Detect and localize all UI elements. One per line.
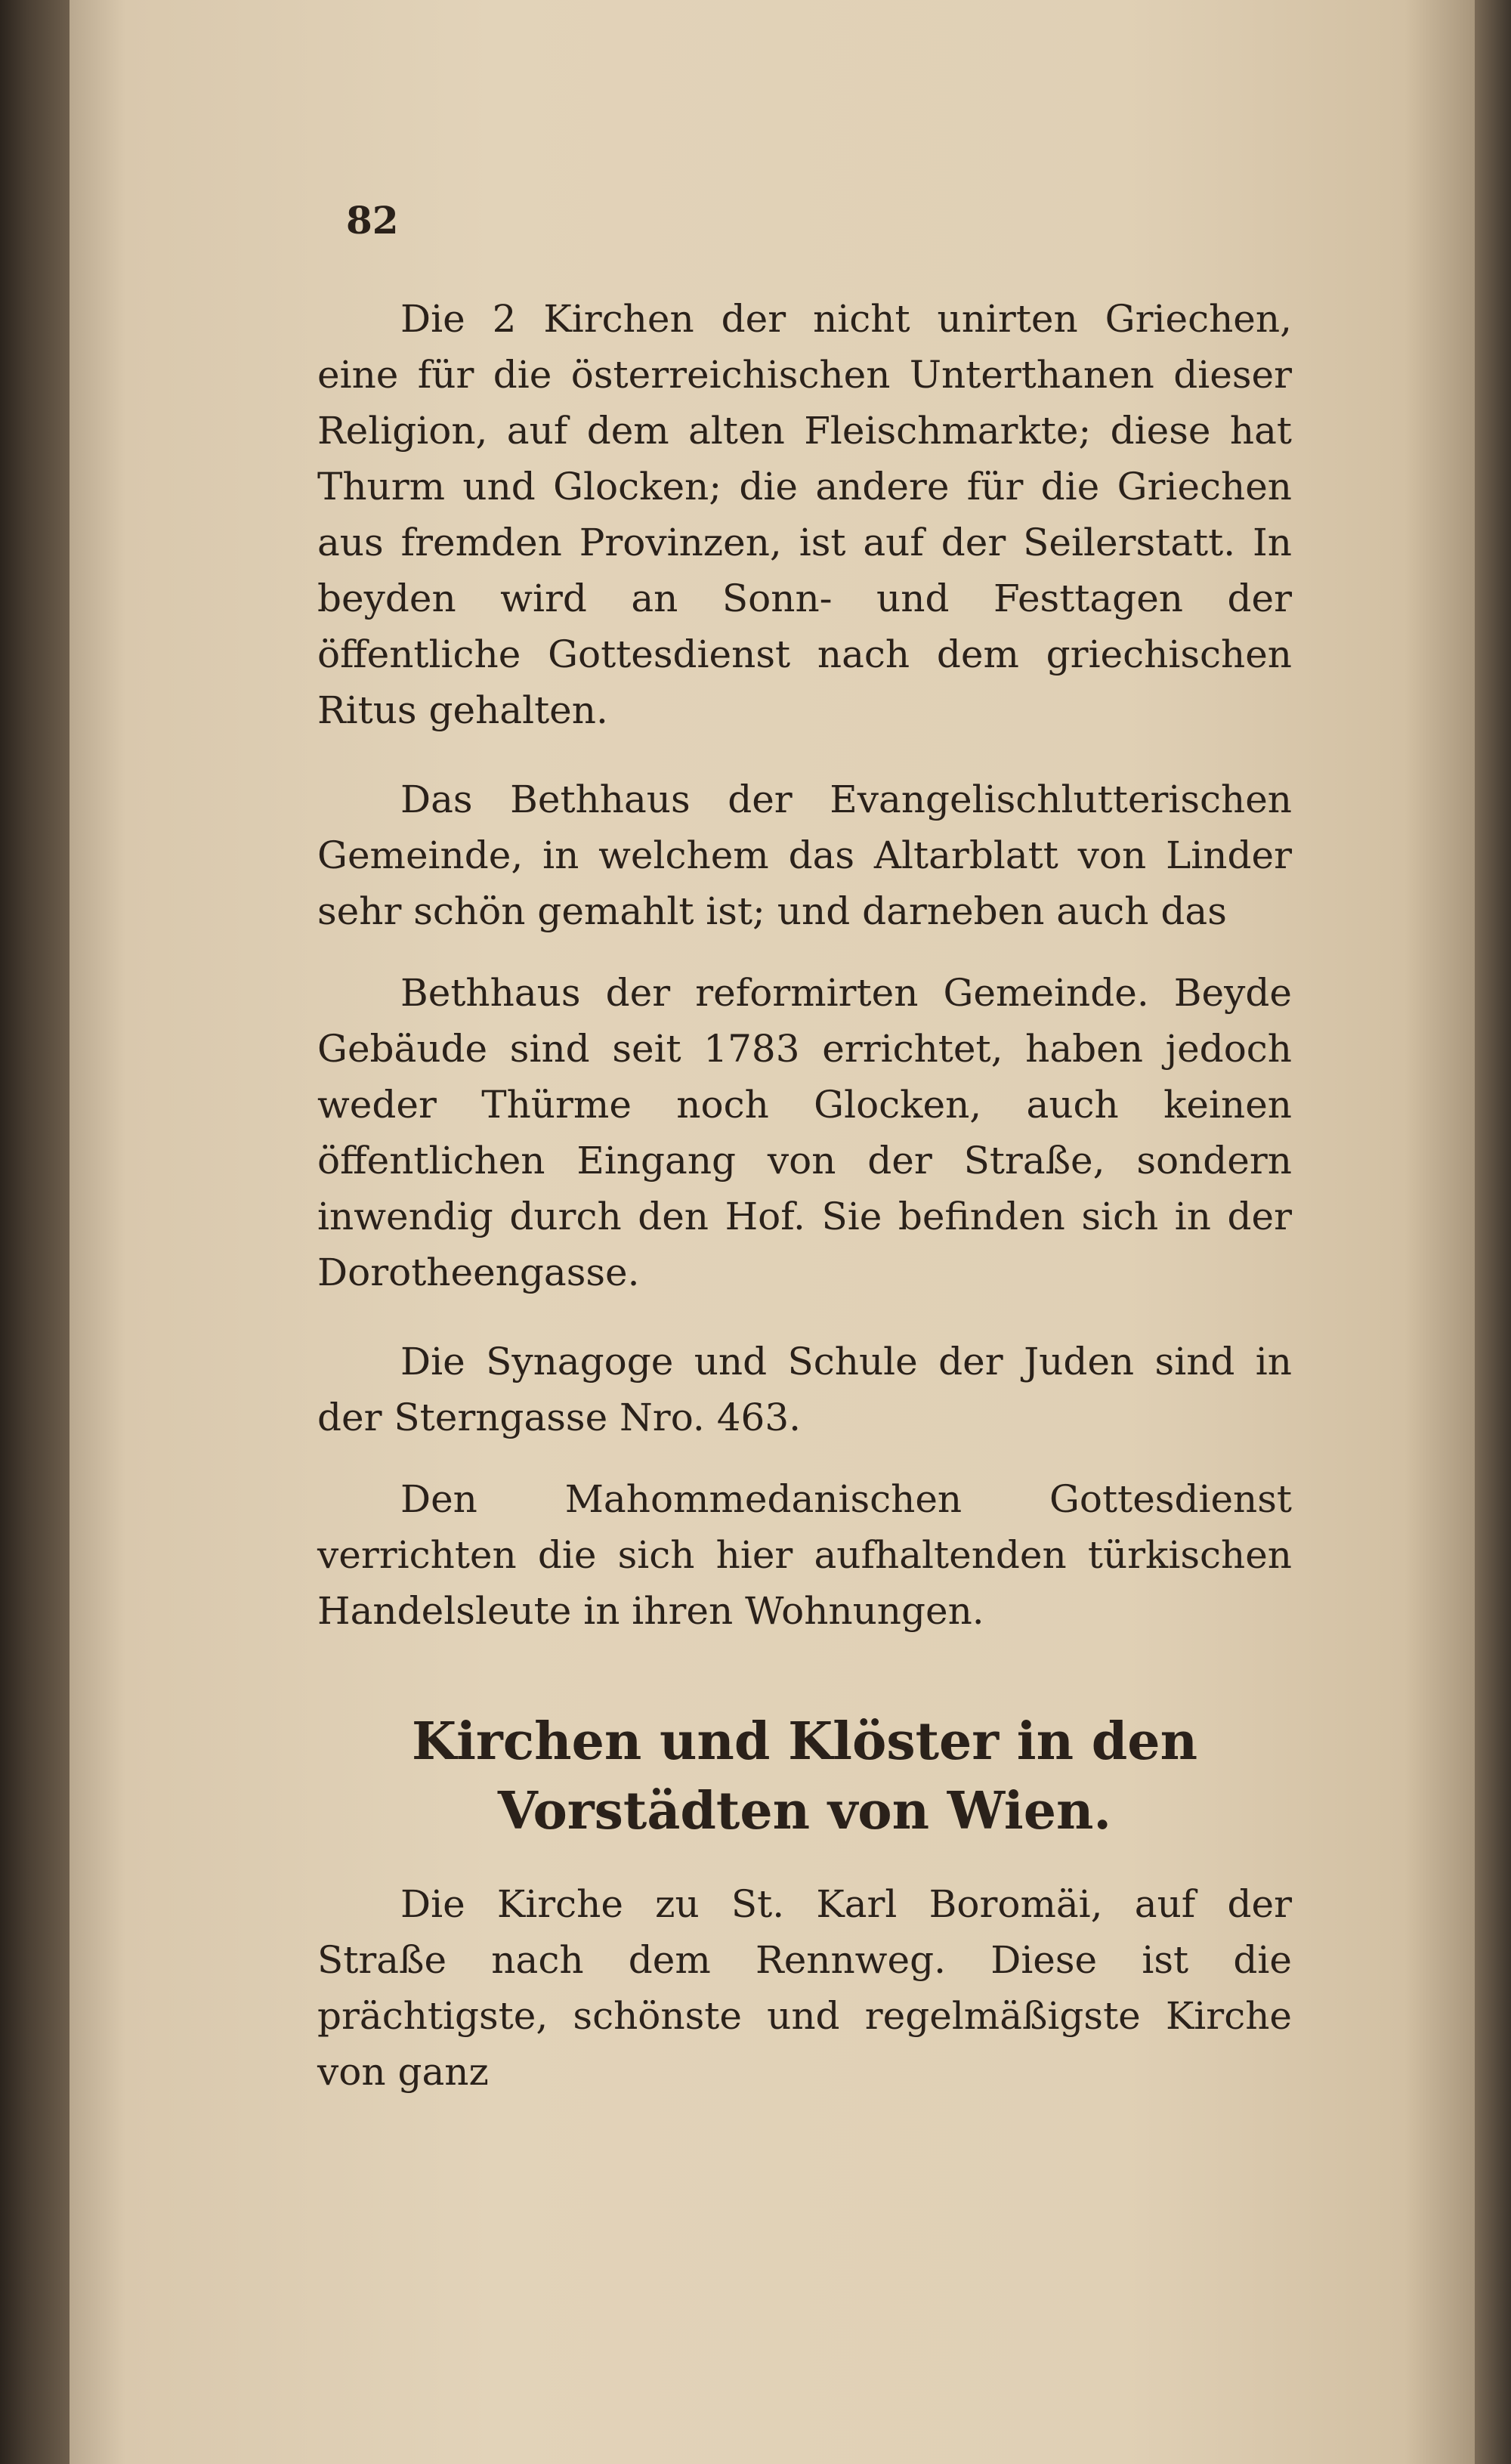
page-edge: [1475, 0, 1511, 2464]
body-text: [317, 291, 1292, 2133]
paragraph-lutheran-bethhaus: Das Bethhaus der Evangelischlutterischen Gemeinde, in welchem das Altarblatt von Linder sehr schön gemahlt ist; und darneben auch das: [317, 778, 1292, 933]
book-gutter: [0, 0, 70, 2464]
paragraph-karlskirche: Die Kirche zu St. Karl Boromäi, auf der Straße nach dem Rennweg. Diese ist die prächtigste, schönste und regelmäßigste Kirche von ganz: [317, 1882, 1292, 2094]
paragraph-mohammedan-service: Den Mahommedanischen Gottesdienst verrichten die sich hier aufhaltenden türkischen Handelsleute in ihren Wohnungen.: [317, 1477, 1292, 1633]
paragraph-synagogue: Die Synagoge und Schule der Juden sind in der Sterngasse Nro. 463.: [317, 1340, 1292, 1439]
paragraph-reformed-bethhaus: Bethhaus der reformirten Gemeinde. Beyde Gebäude sind seit 1783 errichtet, haben jedoch weder Thürme noch Glocken, auch keinen öffentlichen Eingang von der Straße, sondern inwendig durch den Hof. Sie befinden sich in der Dorotheengasse.: [317, 971, 1292, 1294]
page-number: 82: [346, 198, 399, 243]
section-heading: Kirchen und Klöster in den Vorstädten von Wien.: [411, 1711, 1198, 1841]
paragraph-greek-churches: Die 2 Kirchen der nicht unirten Griechen, eine für die österreichischen Unterthanen dieser Religion, auf dem alten Fleischmarkte; diese hat Thurm und Glocken; die andere für die Griechen aus fremden Provinzen, ist auf der Seilerstatt. In beyden wird an Sonn- und Festtagen der öffentliche Gottesdienst nach dem griechischen Ritus gehalten.: [317, 297, 1292, 732]
